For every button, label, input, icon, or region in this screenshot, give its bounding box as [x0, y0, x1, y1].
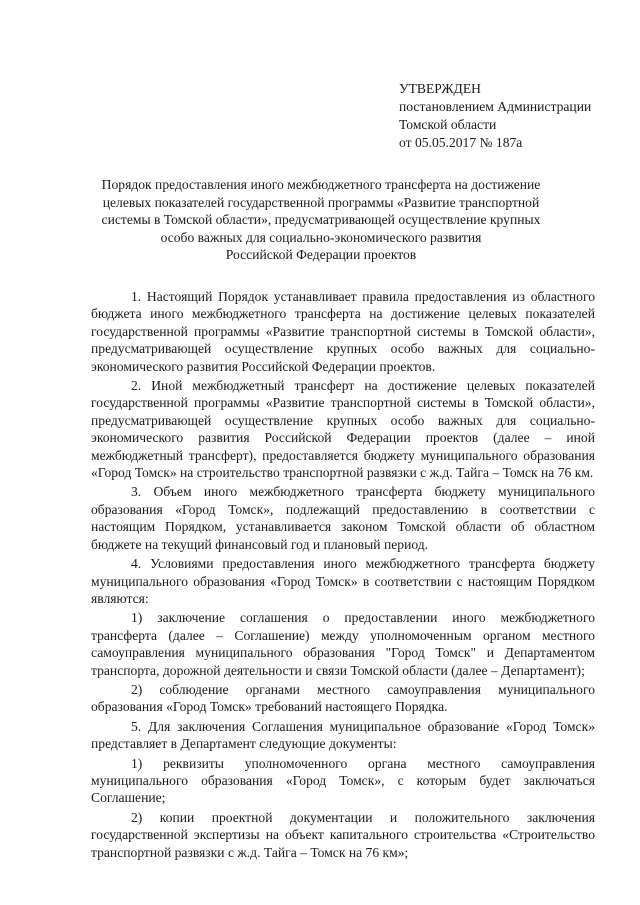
- paragraph-4-item-2: 2) соблюдение органами местного самоуправления муниципального образования «Город Томск» требований настоящего Порядка.: [91, 681, 595, 715]
- paragraph-5: 5. Для заключения Соглашения муниципальное образование «Город Томск» представляет в Департамент следующие документы:: [91, 718, 595, 752]
- approval-region: Томской области: [399, 117, 497, 132]
- title-line: Порядок предоставления иного межбюджетного трансферта на достижение: [101, 177, 541, 192]
- paragraph-5-item-1: 1) реквизиты уполномоченного органа местного самоуправления муниципального образования «Город Томск», с которым будет заключаться Соглашение;: [91, 755, 595, 806]
- paragraph-5-item-2: 2) копии проектной документации и положительного заключения государственной экспертизы на объект капитального строительства «Строительство транспортной развязки с ж.д. Тайга – Томск на 76 км»;: [91, 809, 595, 860]
- approval-authority: постановлением Администрации: [399, 99, 592, 114]
- approval-heading: УТВЕРЖДЕН: [399, 81, 481, 96]
- paragraph-4-item-1: 1) заключение соглашения о предоставлении иного межбюджетного трансферта (далее – Соглашение) между уполномоченным органом местного самоуправления муниципального образования "Город Томск" и Департаментом транспорта, дорожной деятельности и связи Томской области (далее – Департамент);: [91, 610, 595, 678]
- title-line: целевых показателей государственной программы «Развитие транспортной: [102, 194, 540, 210]
- paragraph-1: 1. Настоящий Порядок устанавливает правила предоставления из областного бюджета иного межбюджетного трансферта на достижение целевых показателей государственной программы «Развитие транспортной системы в Томской области», предусматривающей осуществление крупных особо важных для социально-экономического развития Российской Федерации проектов.: [91, 289, 595, 374]
- paragraph-4: 4. Условиями предоставления иного межбюджетного трансферта бюджету муниципального образования «Город Томск» в соответствии с настоящим Порядком являются:: [91, 556, 595, 606]
- approval-date-number: от 05.05.2017 № 187а: [399, 135, 523, 150]
- document-title: [96, 176, 546, 264]
- paragraph-3: 3. Объем иного межбюджетного трансферта бюджету муниципального образования «Город Томск», подлежащий предоставлению в соответствии с настоящим Порядком, устанавливается законом Томской области об областном бюджете на текущий финансовый год и плановый период.: [91, 484, 595, 552]
- document-body: [91, 288, 595, 863]
- title-line: Российской Федерации проектов: [225, 247, 417, 262]
- approval-stamp: [399, 80, 591, 152]
- title-line: особо важных для социально-экономического развития: [160, 229, 482, 245]
- paragraph-2: 2. Иной межбюджетный трансферт на достижение целевых показателей государственной программы «Развитие транспортной системы в Томской области», предусматривающей осуществление крупных особо важных для социально-экономического развития Российской Федерации проектов (далее – иной межбюджетный трансферт), предоставляется бюджету муниципального образования «Город Томск» на строительство транспортной развязки с ж.д. Тайга – Томск на 76 км.: [91, 378, 595, 481]
- title-line: системы в Томской области», предусматривающей осуществление крупных: [101, 212, 541, 227]
